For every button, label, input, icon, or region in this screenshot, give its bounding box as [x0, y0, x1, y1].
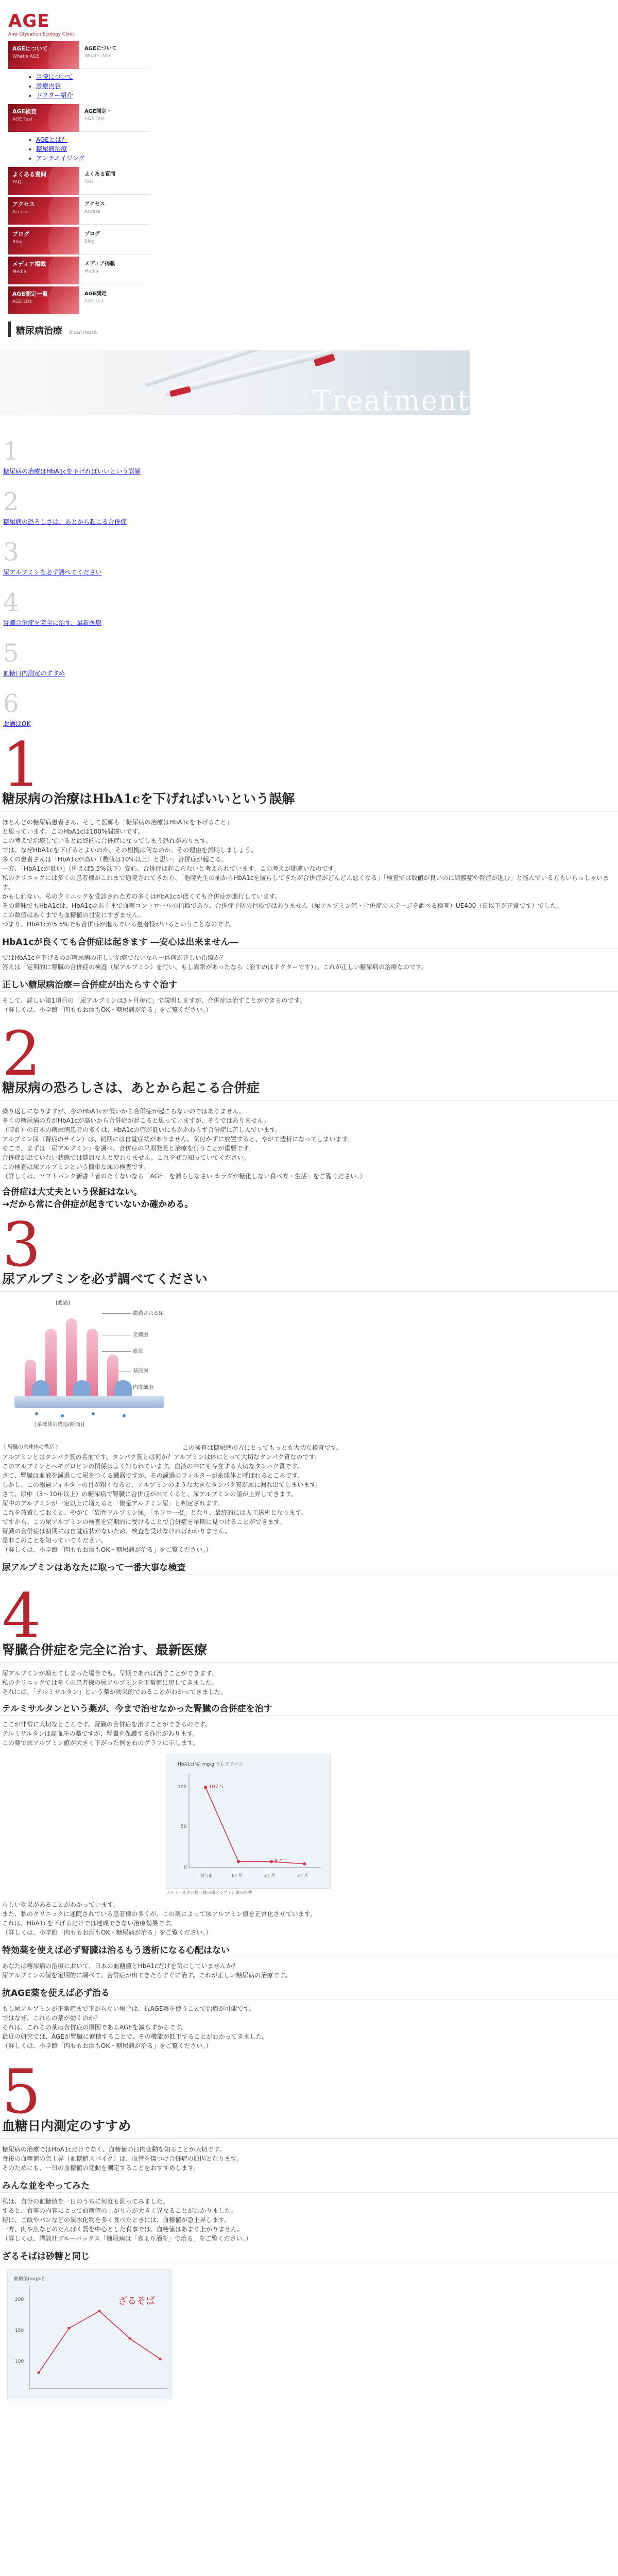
ill-label: 足細胞 [133, 1332, 148, 1338]
paragraph: さて、尿中（3〜10年以上）の糖尿病で腎臓に合併症が出てくると、尿アルブミンの値が上昇してきます。 [2, 1490, 298, 1498]
submenu-about [8, 72, 618, 100]
menu-card[interactable] [8, 286, 150, 314]
menu-text[interactable] [79, 41, 150, 69]
ill-label: 濾過される尿 [133, 1311, 164, 1316]
paragraph: 糖尿病の治療ではHbA1cだけでなく、血糖値の日内変動を知ることが大切です。 [2, 2146, 226, 2153]
sub-heading: ざるそばは砂糖と同じ [0, 2250, 618, 2263]
menu-title: AGEについて [12, 45, 48, 52]
chart-point [98, 2310, 101, 2312]
toc-number: 3 [3, 538, 19, 567]
chart-data-label: 8.0 [274, 1858, 283, 1865]
toc-link[interactable]: 腎臓合併症を完全に治す、最新医療 [3, 619, 102, 626]
ill-label: [濾過] [56, 1300, 70, 1306]
chart-title: 血糖値(mg/dl) [14, 2277, 45, 2282]
paragraph: 多くの患者さんは「HbA1cが高い（数値は10%以上）と思い」合併症が起こる。 [2, 856, 228, 863]
menu-card-age-test[interactable] [8, 104, 150, 132]
main-menu [0, 41, 618, 314]
menu-text[interactable] [79, 227, 150, 254]
menu-thumb[interactable] [8, 41, 79, 69]
logo[interactable] [0, 5, 618, 41]
emphasis-text: →だから常に合併症が起きていないか確かめる。 [2, 1199, 194, 1210]
table-of-contents [0, 436, 618, 728]
section-number: 1 [2, 729, 41, 800]
albumin-chart-svg [166, 1754, 331, 1889]
submenu-link[interactable]: AGEとは？ [36, 136, 67, 143]
menu-text[interactable] [79, 104, 150, 131]
paragraph: 一方、肉や魚などのたんぱく質を中心とした食事では、血糖値はあまり上がりません。 [2, 2226, 244, 2233]
section-number: 2 [2, 1018, 41, 1089]
toc-item[interactable] [0, 486, 618, 527]
paragraph: （詳しくは、小学館「肉ももお酒もOK・糖尿病が治る」をご覧ください。） [2, 2042, 212, 2049]
paragraph: と思っています。このHbA1cは100%間違いです。 [2, 828, 144, 835]
sub-heading: 尿アルブミンはあなたに取って一番大事な検査 [0, 1562, 618, 1574]
menu-media[interactable] [8, 257, 618, 284]
paragraph: これは、HbA1cを下げるだけでは達成できない治療効果です。 [2, 1920, 177, 1927]
chart-y-tick: 150 [15, 2328, 24, 2333]
chart-series-line [205, 1787, 304, 1864]
ill-label: [糸球体の構造(断面)] [35, 1422, 84, 1428]
chart-x-tick: 1ヶ月 [231, 1873, 243, 1878]
chart-x-tick: 2ヶ月 [264, 1873, 276, 1878]
menu-card[interactable] [8, 227, 150, 255]
section-number: 4 [2, 1580, 41, 1651]
ill-line [102, 1351, 131, 1352]
menu-text[interactable] [79, 286, 150, 314]
menu-sub: Blog [12, 240, 23, 245]
chart-annotation: ざるそば [118, 2296, 155, 2307]
menu-card[interactable] [8, 257, 150, 284]
paragraph: （詳しくは、講談社ブルーバックス「糖尿病は「食より酒を」で治る」をご覧ください。） [2, 2235, 252, 2242]
paragraph: それには、「テルミサルタン」という薬が効果的であることがわかってきました。 [2, 1688, 227, 1696]
menu-sub: AGE Test [12, 117, 33, 122]
menu-sub-right: Access [84, 209, 100, 214]
submenu-item[interactable] [36, 91, 618, 100]
toc-link[interactable]: 尿アルブミンを必ず調べてください [3, 569, 102, 576]
chart-point [159, 2358, 162, 2360]
paragraph: しかし、この濾過フィルターの目が粗くなると、アルブミンのような大きなタンパク質が尿に漏れ出てしまいます。 [2, 1481, 322, 1488]
paragraph: また、私のクリニックに通院されている患者様の多くが、この薬によって尿アルブミン値を正常化させています。 [2, 1910, 316, 1918]
menu-thumb[interactable] [8, 104, 79, 132]
menu-thumb[interactable] [8, 227, 79, 255]
toc-link[interactable]: 糖尿病の恐ろしさは、あとから起こる合併症 [3, 518, 127, 526]
paragraph: あなたは糖尿病の治療において、日本の血糖値とHbA1cだけを気にしていませんか？ [2, 1962, 238, 1970]
ill-dot [35, 1412, 38, 1415]
menu-sub: What's AGE [12, 54, 40, 59]
paragraph: この薬で尿アルブミン値が大きく下がった例を右のグラフに示します。 [2, 1739, 199, 1747]
menu-sub-right: AGE List [84, 299, 104, 304]
paragraph: このアルブミンとヘモグロビンの関係はよく知られています。血液の中にも存在する大切なタンパク質です。 [2, 1463, 303, 1470]
section-number: 5 [2, 2056, 41, 2127]
paragraph: そのためにも、一日の血糖値の変動を測定することをおすすめします。 [2, 2164, 200, 2172]
submenu-link[interactable]: アンチエイジング [36, 155, 85, 162]
submenu-link[interactable]: 糖尿病治療 [36, 145, 67, 152]
glomerulus-illustration [4, 1298, 179, 1437]
glucose-chart [7, 2269, 172, 2399]
submenu-link[interactable]: ドクター紹介 [36, 92, 73, 99]
chart-point [38, 2371, 40, 2374]
paragraph: （時計）の日本の糖尿病患者の多くは、HbA1cの値が低いにもかかわらず合併症に苦しんでいます。 [2, 1126, 282, 1133]
paragraph: 多くの糖尿病の方がHbA1cが高いから合併症が起こると思っていますが、そうではありません。 [2, 1117, 270, 1124]
menu-title: メディア掲載 [12, 261, 46, 267]
menu-sub: FAQ [12, 180, 22, 185]
chart-point [270, 1860, 273, 1863]
paragraph: 答えは「定期的に腎臓の合併症の検査（尿アルブミン）を行い、もし異常があったなら（治すのはドクターです）」。これが正しい糖尿病の治療なのです。 [2, 963, 427, 971]
menu-text[interactable] [79, 167, 150, 194]
chart-point [129, 2337, 131, 2340]
chart-point [237, 1860, 240, 1863]
menu-about[interactable] [8, 41, 618, 100]
ill-dot [123, 1414, 126, 1417]
hero-word: Treatment [312, 384, 470, 415]
menu-title-right: AGE測定・ [84, 109, 112, 114]
section-title: 糖尿病の恐ろしさは、あとから起こる合併症 [0, 1079, 618, 1100]
paragraph: ではHbA1cを下げるのが糖尿病の正しい治療でないなら一体何が正しい治療か？ [2, 954, 227, 961]
paragraph: その意味でもHbA1cは、HbA1cはあくまで血糖コントロールの指標であり、合併症予防の目標ではありません（尿アルブミン値・合併症のステージを調べる検査）UE400（日以下が正常です）でした。 [2, 902, 563, 909]
menu-sub-right: Media [84, 269, 99, 274]
submenu-item[interactable] [36, 154, 618, 163]
menu-title: AGE検査 [12, 108, 37, 115]
section-title: 腎臓合併症を完全に治す、最新医療 [0, 1641, 618, 1663]
submenu-item[interactable] [36, 81, 618, 91]
paragraph: では、なぜHbA1cを下げるとよいのか、その根拠は何なのか。その理由を説明しましょう。 [2, 846, 258, 854]
chart-caption: テルミサルタン投与後の尿アルブミン値の推移 [166, 1890, 252, 1895]
sub-heading: 抗AGE薬を使えば必ず治る [0, 1987, 618, 2000]
paragraph: ほとんどの糖尿病患者さん、そして医師も「糖尿病の治療はHbA1cを下げること」 [2, 819, 233, 826]
page-title-bar [8, 321, 618, 337]
menu-sub: Access [12, 210, 28, 215]
toc-item[interactable] [0, 688, 618, 728]
toc-number: 2 [3, 487, 19, 516]
page-title-en: Treatment [68, 329, 97, 335]
chart-point [68, 2327, 71, 2330]
submenu-item[interactable] [36, 72, 618, 81]
sub-heading: HbA1cが良くても合併症は起きます ―安心は出来ません― [0, 936, 618, 949]
paragraph: ここが非常に大切なところです。腎臓の合併症を治すことができるのです。 [2, 1721, 211, 1728]
toc-link[interactable]: お酒はOK [3, 720, 31, 727]
paragraph: アルブミン尿（腎症のサイン）は、初期には自覚症状がありません。気付かずに放置すると、やがて透析になってしまいます。 [2, 1136, 354, 1143]
toc-item[interactable] [0, 638, 618, 678]
menu-thumb[interactable] [8, 286, 79, 314]
section-3 [0, 1209, 618, 1574]
menu-thumb[interactable] [8, 167, 79, 195]
menu-title: AGE測定一覧 [12, 291, 48, 297]
chart-x-tick: 投与前 [200, 1873, 213, 1878]
paragraph: 腎臓の合併症は初期には自覚症状がないため、検査を受けなければわかりません。 [2, 1528, 231, 1535]
submenu-item[interactable] [36, 144, 618, 154]
paragraph: 最近の研究では、AGEが腎臓に蓄積することで、その機能が低下することがわかってきました。 [2, 2033, 268, 2040]
paragraph: 食後の血糖値の急上昇（血糖値スパイク）は、血管を傷つけ合併症の原因となります。 [2, 2155, 243, 2162]
menu-blog[interactable] [8, 227, 618, 255]
sub-heading: 特効薬を使えば必ず腎臓は治るもう透析になる心配はない [0, 1944, 618, 1957]
paragraph: （詳しくは、小学館「肉ももお酒もOK・糖尿病が治る」をご覧ください。） [2, 1929, 212, 1936]
hero-image [0, 350, 470, 415]
toc-item[interactable] [0, 537, 618, 577]
paragraph: この考えで治療していると最終的に合併症になってしまう恐れがあります。 [2, 837, 212, 844]
section-title: 尿アルブミンを必ず調べてください [0, 1270, 618, 1292]
paragraph: ですから、この尿アルブミンの検査を定期的に受けることで合併症を早期に見つけることができます。 [2, 1518, 286, 1526]
menu-title: よくある質問 [12, 171, 46, 178]
chart-point [204, 1786, 207, 1789]
paragraph: 私は、自分の血糖値を一日のうちに何度も測ってみました。 [2, 2198, 169, 2205]
section-2 [0, 1018, 618, 1211]
menu-title-right: ブログ [84, 231, 100, 237]
menu-sub: Media [12, 269, 27, 275]
chart-title: HbA1c(%) mg/g クレアチニン [178, 1762, 244, 1767]
section-5 [0, 2056, 618, 2399]
toc-item[interactable] [0, 587, 618, 628]
ill-label: 基底膜 [133, 1368, 148, 1374]
menu-access[interactable] [8, 197, 618, 225]
ill-dot [61, 1414, 64, 1417]
toc-link[interactable]: 血糖日内測定のすすめ [3, 670, 65, 677]
page-title: 糖尿病治療 [16, 326, 62, 336]
section-4 [0, 1580, 618, 2050]
ill-caption: この検査は糖尿病の方にとってもっとも大切な検査です。 [182, 1444, 342, 1451]
paragraph: アルブミンとはタンパク質の名前です。タンパク質とは何か？アルブミンは体にとって大切なタンパク質なのです。 [2, 1453, 321, 1461]
chart-marks [38, 2310, 162, 2374]
menu-title: アクセス [12, 201, 35, 208]
paragraph: 合併症が出ていない状態では健康な人と変わりません。これをぜひ知っていてください。 [2, 1154, 250, 1161]
section-title: 血糖日内測定のすすめ [0, 2117, 618, 2139]
ill-label: 内皮細胞 [133, 1385, 153, 1391]
chart-y-tick: 50 [181, 1824, 187, 1829]
menu-thumb[interactable] [8, 257, 79, 284]
toc-item[interactable] [0, 436, 618, 476]
section-1 [0, 729, 618, 1014]
menu-age-list[interactable] [8, 286, 618, 314]
menu-thumb[interactable] [8, 197, 79, 225]
albumin-chart [166, 1754, 331, 1895]
paragraph: （詳しくは、小学館「肉ももお酒もOK・糖尿病が治る」をご覧ください。） [2, 1006, 212, 1013]
toc-number: 4 [3, 588, 19, 617]
toc-number: 1 [3, 437, 19, 466]
paragraph: かもしれない。私のクリニックを受診された方の多くはHbA1cが低くても合併症が進行しています。 [2, 893, 281, 900]
glucose-chart-svg [8, 2270, 173, 2400]
logo-tagline: Anti-Glycation Ecology Clinic [8, 32, 75, 37]
menu-card-about[interactable] [8, 41, 150, 69]
ill-line [102, 1313, 131, 1314]
ill-caption: [ 腎臓の糸球体の構造 ] [4, 1445, 58, 1450]
section-number: 3 [2, 1209, 41, 1280]
toc-number: 6 [3, 689, 19, 718]
ill-caption-row [0, 1443, 618, 1452]
menu-title-right: アクセス [84, 201, 105, 207]
chart-y-tick: 100 [178, 1785, 187, 1790]
submenu-link[interactable]: 診療内容 [36, 82, 61, 90]
logo-text[interactable]: AGE [8, 11, 50, 31]
paragraph: 是非このことを知っていてください。 [2, 1537, 108, 1544]
paragraph: 繰り返しになりますが、今のHbA1cが低いから合併症が起こらないのではありません。 [2, 1108, 245, 1115]
menu-sub-right: AGE Test [84, 116, 105, 122]
menu-card[interactable] [8, 167, 150, 195]
menu-title-right: AGE測定 [84, 291, 107, 297]
sub-heading: みんな並をやってみた [0, 2180, 618, 2193]
paragraph: この数値はあくまでも血糖値の目安にすぎません。 [2, 911, 145, 919]
paragraph: それは、これらの薬は合併症の原因であるAGEを減らすからです。 [2, 2024, 187, 2031]
toc-link[interactable]: 糖尿病の治療はHbA1cを下げればいいという誤解 [3, 468, 141, 475]
menu-title-right: AGEについて [84, 46, 117, 52]
paragraph: つまり、HbA1cが5.5%でも合併症が進んでいる患者様がいるということなのです。 [2, 921, 235, 928]
sub-heading: 正しい糖尿病治療＝合併症が出たらすぐ治す [0, 979, 618, 992]
paragraph: もし尿アルブミンが正常値まで下がらない場合は、抗AGE薬を使うことで治療が可能です。 [2, 2005, 255, 2012]
submenu-item[interactable] [36, 135, 618, 144]
menu-sub: AGE List [12, 299, 32, 304]
paragraph: （詳しくは、小学館「肉ももお酒もOK・糖尿病が治る」をご覧ください。） [2, 1546, 212, 1553]
paragraph: 尿中のアルブミンが一定以上に増えると「微量アルブミン尿」と判定されます。 [2, 1500, 224, 1507]
chart-data-label: 107.5 [209, 1784, 224, 1790]
paragraph: この検査は尿アルブミンという簡単な尿の検査です。 [2, 1163, 150, 1171]
chart-y-tick: 0 [184, 1865, 187, 1870]
paragraph: そして、詳しい第1項目の「尿アルブミンは3ヶ月毎に」で説明しますが、合併症は治すことができるのです。 [2, 997, 306, 1004]
paragraph: さて、腎臓は血液を濾過して尿をつくる臓器ですが、その濾過のフィルターが糸球体と呼ばれるところです。 [2, 1472, 304, 1479]
paragraph: らしい効果があることがわかっています。 [2, 1901, 119, 1908]
menu-sub-right: Blog [84, 239, 95, 244]
menu-text[interactable] [79, 257, 150, 284]
paragraph: 私のクリニックでは多くの患者様の尿アルブミンを正常値に戻してきました。 [2, 1679, 218, 1686]
menu-title-right: よくある質問 [84, 172, 115, 177]
chart-x-tick: 3ヶ月 [297, 1873, 308, 1878]
paragraph: ではなぜ、これらの薬が効くのか？ [2, 2014, 101, 2022]
chart-marks [204, 1784, 306, 1866]
chart-series-line [39, 2311, 160, 2373]
menu-faq[interactable] [8, 167, 618, 195]
toc-number: 5 [3, 639, 19, 668]
section-title: 糖尿病の治療はHbA1cを下げればいいという誤解 [0, 790, 618, 811]
paragraph: 一方、「HbA1cが低い」（例えば5.5%以下）安心、合併症は起こらないと考えられています。この考えが間違いなのです。 [2, 865, 340, 872]
paragraph: テルミサルタンは高血圧の薬ですが、腎臓を保護する作用があります。 [2, 1730, 199, 1737]
paragraph: 尿アルブミンの値を定期的に調べて、合併症が出てきたらすぐに治す。これが正しい糖尿病の治療です。 [2, 1972, 291, 1979]
ill-label: 血管 [133, 1349, 143, 1354]
paragraph: そこで、まずは「尿アルブミン」を調べ、合併症の早期発見と治療を行うことが重要です。 [2, 1145, 255, 1152]
submenu-link[interactable]: 当院について [36, 73, 73, 80]
menu-sub-right: What's AGE [84, 54, 112, 59]
paragraph: 私のクリニックには多くの患者様がこれまで通院されてきた方、「他院先生の前からHbA1cを減らしてきたが合併症がどんどん悪くなる」「検査では数値が良いのに網膜症や腎症が進む」と悩んでいる方もいらっしゃいます。 [2, 874, 609, 891]
paragraph: 尿アルブミンが増えてしまった場合でも、早期であれば治すことができます。 [2, 1670, 218, 1677]
chart-y-tick: 200 [15, 2297, 24, 2302]
submenu-age [8, 135, 618, 163]
menu-card[interactable] [8, 197, 150, 225]
paragraph: すると、食事の内容によって血糖値の上がり方が大きく異なることがわかりました。 [2, 2207, 237, 2214]
chart-y-tick: 100 [15, 2359, 24, 2364]
ill-base [14, 1396, 164, 1408]
menu-text[interactable] [79, 197, 150, 224]
paragraph: （詳しくは、ソフトバンク新書「者のたくないなら「AGE」を減らしなさい カラダが糖化しない食べ方・生活」をご覧ください。） [2, 1173, 366, 1180]
paragraph: 特に、ご飯やパンなどの炭水化物を多く食べたときには、血糖値が急上昇します。 [2, 2216, 231, 2224]
ill-dot [92, 1412, 95, 1415]
menu-title: ブログ [12, 231, 29, 238]
menu-sub-right: FAQ [84, 179, 94, 184]
emphasis-text: 合併症は大丈夫という保証はない。 [2, 1187, 142, 1197]
sub-heading: テルミサルタンという薬が、今まで治せなかった腎臓の合併症を治す [0, 1703, 618, 1716]
chart-point [303, 1862, 306, 1866]
paragraph: これを放置しておくと、やがて「顕性アルブミン尿」「ネフローゼ」となり、最終的には人工透析となります。 [2, 1509, 307, 1516]
menu-title-right: メディア掲載 [84, 261, 115, 267]
menu-age-test[interactable] [8, 104, 618, 163]
